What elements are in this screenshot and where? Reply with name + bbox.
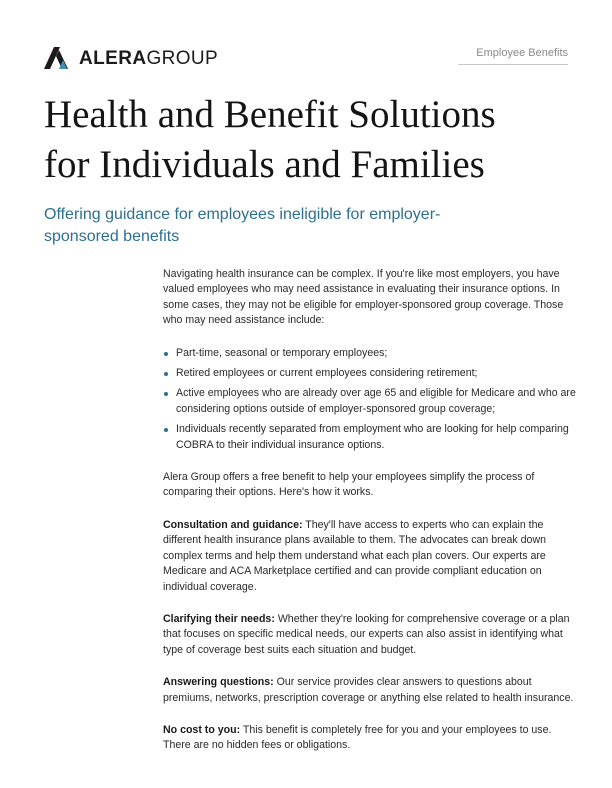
section-text: This benefit is completely free for you and your employees to use. There are no hidden fees or obligations.	[163, 723, 552, 752]
logo-word-alera: ALERA	[79, 47, 147, 69]
eligibility-list	[163, 346, 581, 453]
page-title	[44, 90, 574, 190]
list-item	[163, 386, 581, 417]
section-heading: Clarifying their needs:	[163, 612, 275, 625]
section-text: Whether they're looking for comprehensive coverage or a plan that focuses on specific medical needs, our experts can also assist in identifying what type of coverage best suits each situation and budget.	[163, 612, 570, 656]
alera-mountain-icon	[44, 47, 74, 69]
offer-paragraph: Alera Group offers a free benefit to help your employees simplify the process of comparing their options. Here's how it works.	[163, 471, 535, 499]
section-heading: No cost to you:	[163, 723, 241, 736]
intro-paragraph: Navigating health insurance can be complex. If you're like most employers, you have valued employees who may need assistance in evaluating their insurance options. In some cases, they may not be eligible for employer-sponsored group coverage. Those who may need assistance include:	[163, 268, 564, 327]
bullet-dot-icon	[164, 352, 168, 356]
body-content	[163, 267, 581, 771]
section-clarifying	[163, 612, 581, 658]
section-consultation	[163, 518, 581, 595]
section-answering	[163, 675, 581, 706]
list-item-text: Part-time, seasonal or temporary employees;	[176, 346, 388, 359]
logo-wordmark	[79, 49, 218, 68]
section-text: Our service provides clear answers to questions about premiums, networks, prescription coverage or anything else related to health insurance.	[163, 676, 574, 704]
section-no-cost	[163, 723, 581, 754]
section-heading: Answering questions:	[163, 676, 274, 689]
section-heading: Consultation and guidance:	[163, 518, 303, 531]
page-subtitle: Offering guidance for employees ineligible for employer-sponsored benefits	[44, 206, 441, 245]
list-item-text: Active employees who are already over age 65 and eligible for Medicare and who are considering options outside of employer-sponsored group coverage;	[176, 387, 576, 415]
section-text: They'll have access to experts who can explain the different health insurance plans available to them. The advocates can break down complex terms and help them understand what each plan covers. Our experts are Medicare and ACA Marketplace certified and can provide compliant education on individual coverage.	[163, 518, 546, 593]
page-title-line-2: for Individuals and Families	[44, 143, 485, 186]
bullet-dot-icon	[164, 428, 168, 432]
list-item	[163, 422, 581, 453]
alera-group-logo	[44, 46, 218, 70]
bullet-dot-icon	[164, 392, 168, 396]
list-item-text: Individuals recently separated from employment who are looking for help comparing COBRA to their individual insurance options.	[176, 423, 569, 451]
bullet-dot-icon	[164, 372, 168, 376]
logo-word-group: GROUP	[146, 47, 219, 69]
list-item	[163, 346, 581, 361]
list-item-text: Retired employees or current employees considering retirement;	[176, 367, 478, 380]
page-title-line-1: Health and Benefit Solutions	[44, 93, 496, 136]
list-item	[163, 366, 581, 381]
section-label: Employee Benefits	[458, 47, 568, 65]
